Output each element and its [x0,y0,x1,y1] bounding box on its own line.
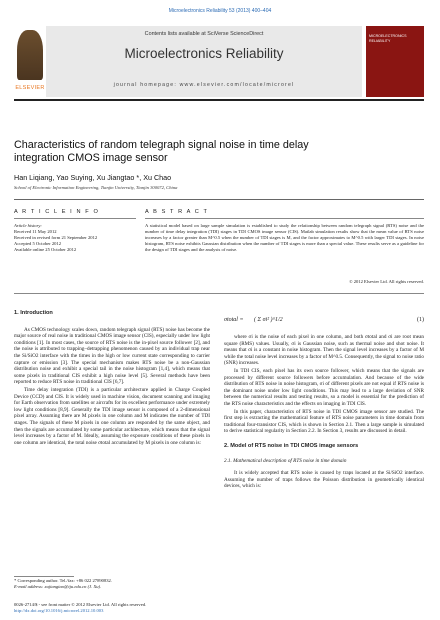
journal-homepage[interactable]: journal homepage: www.elsevier.com/locate/microrel [113,82,295,88]
article-history [14,223,136,253]
right-paragraph-2: In TDI CIS, each pixel has its own source follower, which means that the signals are processed by different source followers before accumulation. And because of the wide distribution of RTS noise in noise histogram, σi of different pixels are not equal if RTS noise is the dominant noise under low light conditions. This may lead to a large deviation of SNR between the numerical results and testing results, so a model is essential for the prediction of the RTS noise characteristics and the effects on imaging in TDI CIS. [224,367,424,407]
intro-paragraph-1: As CMOS technology scales down, random telegraph signal (RTS) noise has become the major source of real noise in traditional CMOS image sensor (CIS), especially under low light conditions [1]. In most cases, the source of RTS noise is the in-pixel source follower [2], and the noise is attributed to trapping–detrapping phenomenon caused by an individual trap near the Si/SiO2 interface with the times in the high or low current state corresponding to carrier capture or emission [3]. The special mechanism makes RTS noise be a non-Gaussian distribution noise and exhibit a special tail in the noise histogram [1,4], which means that some pixels in traditional CIS exhibit a high noise level [5]. Several methods have been reported to reduce RTS noise in traditional CIS [6,7]. [14,326,210,386]
equation-lhs: σtotal = [224,317,244,323]
abstract-copyright: © 2012 Elsevier Ltd. All rights reserved. [349,279,424,284]
right-paragraph-1: where σi is the noise of each pixel in one column, and both σtotal and σi are root mean square (RMS) values. Usually, σi is Gaussian noise, such as thermal noise and shot noise. It means that σi is a constant in noise histogram. Then the signal level increases by a factor of M while the total noise level increases by a factor of M^0.5. Consequently, the signal to noise ratio (SNR) increases. [224,334,424,367]
elsevier-tree-icon [17,30,43,80]
article-info-divider [14,218,136,219]
history-online: Available online 25 October 2012 [14,247,77,252]
left-column [14,310,210,447]
section-2-1-heading: 2.1. Mathematical description of RTS noise in time domain [224,457,347,464]
contents-line[interactable]: Contents lists available at SciVerse ScienceDirect [144,31,264,37]
footer-doi[interactable]: http://dx.doi.org/10.1016/j.microrel.2012.10.003 [14,608,104,613]
history-accepted: Accepted 5 October 2012 [14,241,62,246]
equation-1 [224,310,424,330]
intro-paragraph-2: Time delay integration (TDI) is a particular architecture applied in Charge Coupled Device (CCD) and CIS. It is widely used in machine vision, document scanning and imaging for Earth observation from satellites or aircrafts for its excellent performance under extremely low light conditions [8,9]. Generally the TDI image sensor is composed of a 2-dimensional pixel array. Assuming there are M pixels in one column and M indicates the number of TDI stages. The signals of these M pixels in one column are responded by the same object, and then the signals are accumulated by some particular architecture, which means that the signal level increases by a factor of M. Ideally, assuming the exposure conditions of these pixels in one column are identical, the total noise σtotal accumulated by M pixels in one column is: [14,386,210,446]
equation-number: (1) [417,317,424,323]
abstract-heading: A B S T R A C T [145,209,209,215]
section-2-heading: 2. Model of RTS noise in TDI CMOS image sensors [224,442,359,449]
title-divider [14,199,424,200]
elsevier-logo [14,26,46,97]
abstract-text: A statistical model based on large sample simulation is established to study the relationship between random telegraph signal (RTS) noise and the number of time delay integration (TDI) stages in TDI CMOS image sensor (CIS). Matlab simulation results show that the mean value of RTS noise increases by a factor greater than M^0.5 when the number of TDI stages is M, and the factor approximates to M^0.5 with larger TDI stages. In noise histogram, RTS noise exhibits Gaussian distribution when the number of TDI stages is more than a special value. These results serve as a guideline for the design of TDI stages and the analysis of noise. [145,223,424,252]
journal-banner [46,26,362,97]
journal-reference[interactable]: Microelectronics Reliability 53 (2013) 400–404 [168,8,272,14]
history-label: Article history: [14,223,42,228]
journal-name: Microelectronics Reliability [124,46,284,61]
footnote-corresponding: * Corresponding author. Tel./fax: +86 022 27890832. [14,578,113,583]
article-info-heading: A R T I C L E I N F O [14,209,100,215]
history-revised: Received in revised form 21 September 2012 [14,235,98,240]
cover-title: MICROELECTRONICS RELIABILITY [369,34,407,43]
footnote-email[interactable]: E-mail address: xujiangtao@tju.edu.cn (J. Xu). [14,584,102,589]
page-footer [14,602,210,614]
right-column [224,310,424,491]
elsevier-wordmark: ELSEVIER [15,85,45,91]
right-paragraph-4: It is widely accepted that RTS noise is caused by traps located at the Si/SiO2 interface. Assuming the number of traps follows the Poisson distribution in geometrically identical devices, which is: [224,470,424,490]
journal-cover [366,26,424,97]
paper-title: Characteristics of random telegraph signal noise in time delay integration CMOS image sensor [14,139,309,164]
abstract-divider [145,218,424,219]
equation-rhs: ( Σ σi² )^1/2 [254,317,283,323]
history-received: Received 11 May 2012 [14,229,57,234]
right-paragraph-3: In this paper, characteristics of RTS noise in TDI CMOS image sensor are studied. The first step is extracting the mathematical feature of RTS noise parameters in time domain from traditional four-transistor CIS, which is shown in Section 2.1. Then a large sample is simulated to derive statistical regularity in Section 2.2. In Section 3, results are discussed in detail. [224,408,424,435]
intro-heading: 1. Introduction [14,310,53,316]
footnote [14,578,210,590]
header-divider [14,99,424,101]
footer-issn: 0026-2714/$ - see front matter © 2012 Elsevier Ltd. All rights reserved. [14,602,147,607]
footnote-divider [14,576,74,577]
paper-authors: Han Liqiang, Yao Suying, Xu Jiangtao *, Xu Chao [14,173,172,182]
paper-affiliation: School of Electronic Information Engineering, Tianjin University, Tianjin 300072, China [14,185,178,190]
abstract-bottom-divider [14,293,424,294]
